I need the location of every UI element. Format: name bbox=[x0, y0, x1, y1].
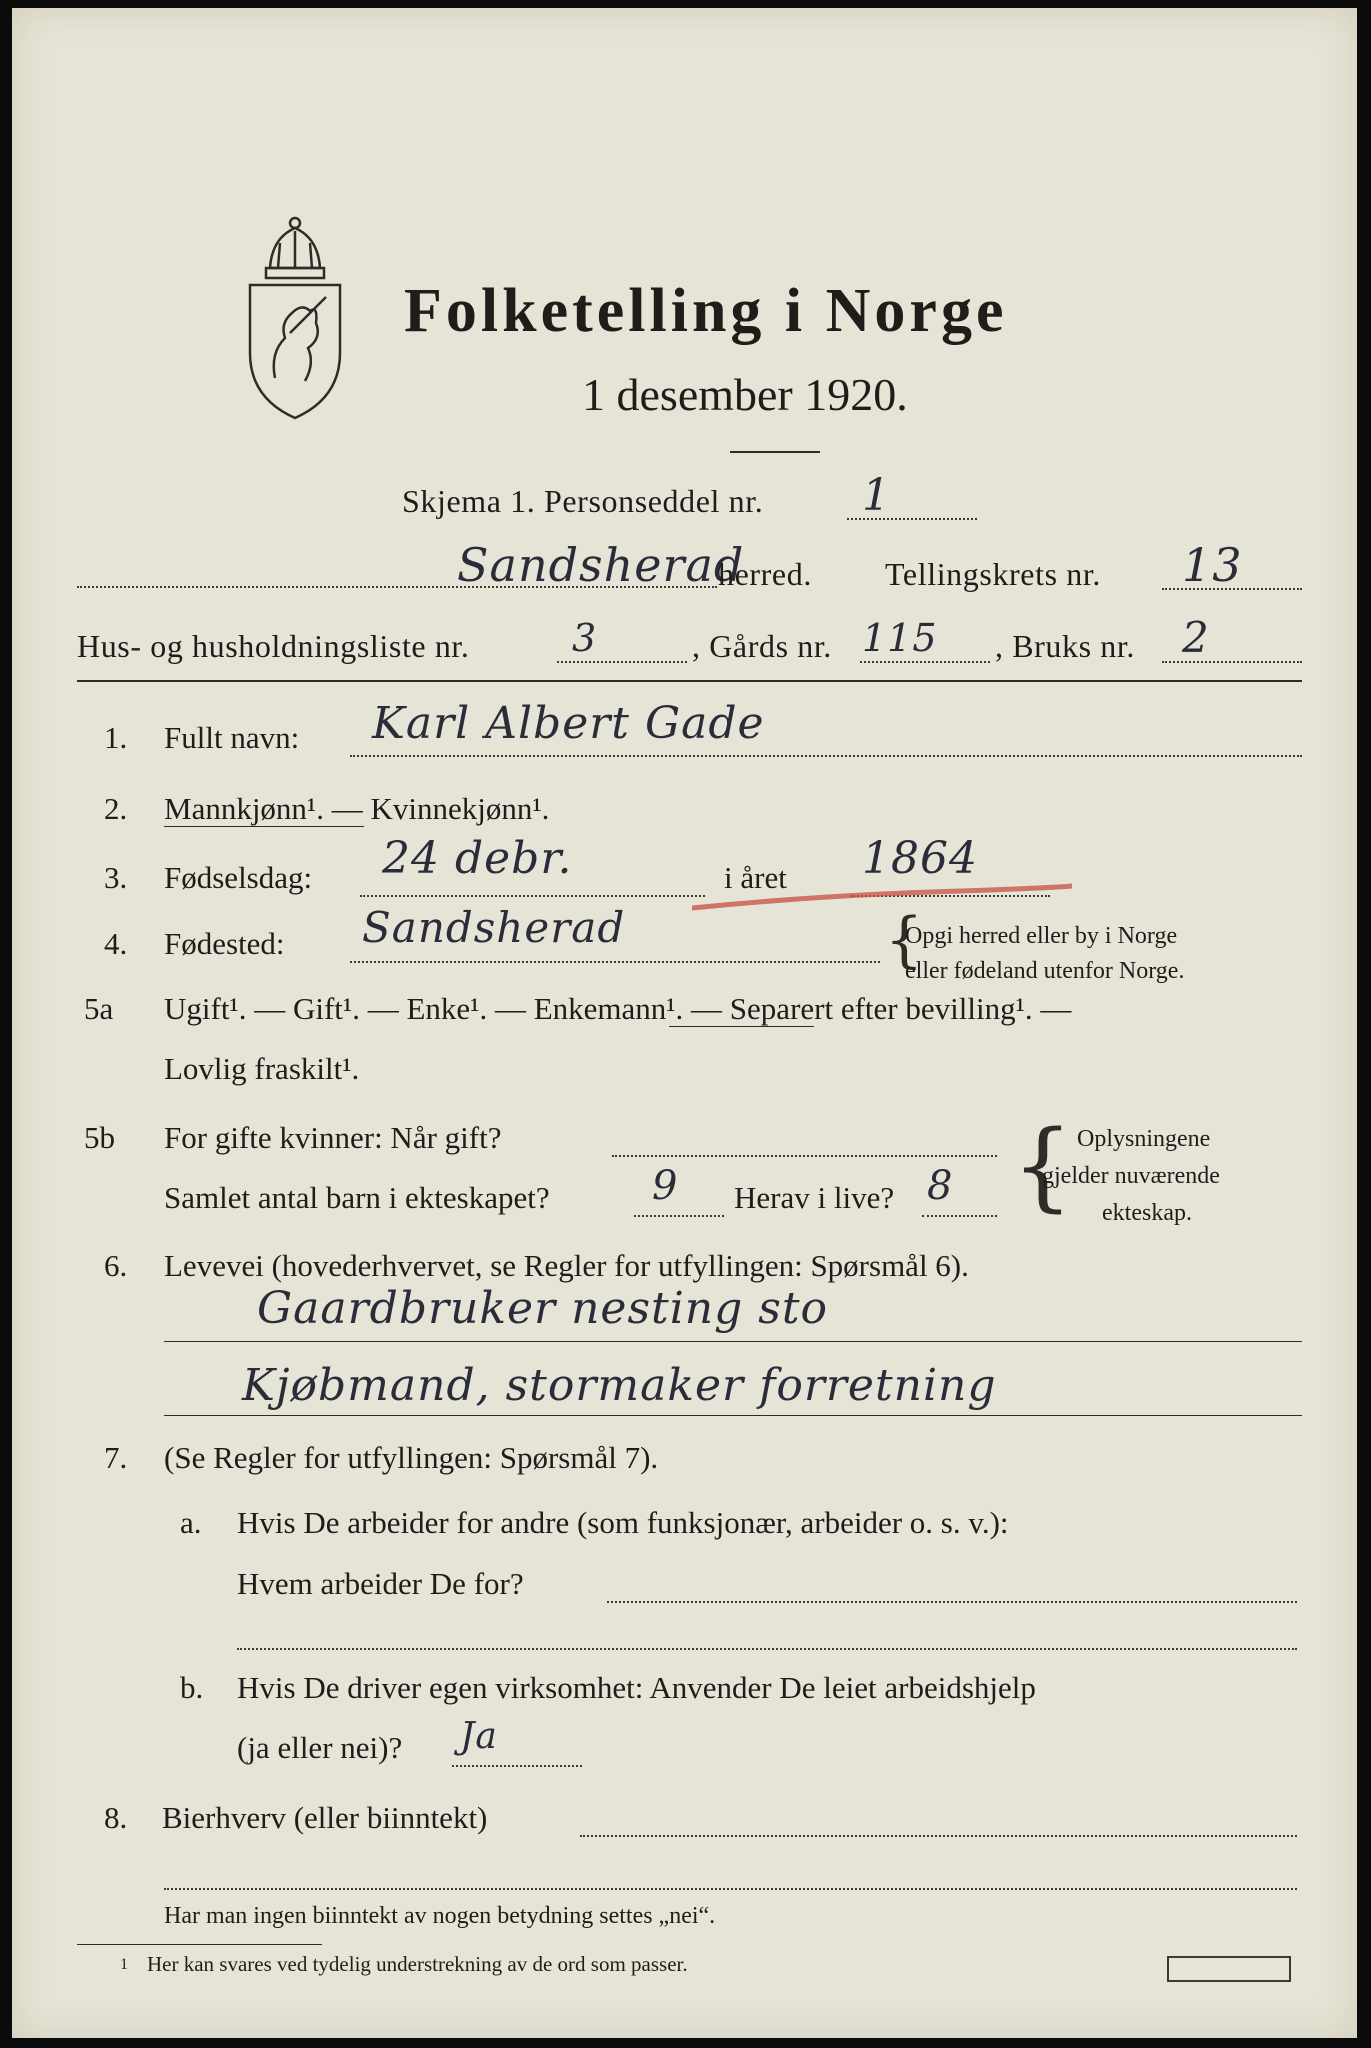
q7b-label-continued: (ja eller nei)? bbox=[237, 1730, 403, 1765]
q7b-label: Hvis De driver egen virksomhet: Anvender De leiet arbeidshjelp bbox=[237, 1670, 1036, 1705]
gards-value: 115 bbox=[862, 616, 938, 660]
printer-stamp bbox=[1167, 1956, 1291, 1982]
q3-number: 3. bbox=[104, 860, 128, 895]
q7b-field-line bbox=[452, 1765, 582, 1767]
q5b-alive-label: Herav i live? bbox=[734, 1180, 895, 1215]
q5b-note-line1: Oplysningene bbox=[1077, 1126, 1211, 1152]
q6-field-line-1 bbox=[164, 1341, 1302, 1342]
q2-label: Mannkjønn¹. — Kvinnekjønn¹. bbox=[164, 791, 550, 826]
red-pencil-stroke bbox=[692, 878, 1072, 918]
title-divider bbox=[730, 451, 820, 453]
coat-of-arms-icon bbox=[230, 213, 360, 423]
q4-label: Fødested: bbox=[164, 926, 285, 961]
gards-label: , Gårds nr. bbox=[692, 628, 832, 664]
q1-number: 1. bbox=[104, 720, 128, 755]
q5b-alive-field-line bbox=[922, 1215, 997, 1217]
q2-number: 2. bbox=[104, 791, 128, 826]
footer-rule bbox=[77, 1944, 322, 1945]
q6-value-line1: Gaardbruker nesting sto bbox=[257, 1283, 829, 1334]
q3-date-field-line bbox=[360, 895, 705, 897]
q5b-alive-value: 8 bbox=[927, 1163, 954, 1209]
q7a-letter: a. bbox=[180, 1505, 202, 1540]
q4-field-line bbox=[350, 961, 880, 963]
bruks-value: 2 bbox=[1182, 613, 1210, 662]
q7b-letter: b. bbox=[180, 1670, 204, 1705]
gards-field-line bbox=[860, 661, 990, 663]
q7a-field-line-2 bbox=[237, 1648, 1297, 1650]
q5b-brace: { bbox=[1012, 1110, 1074, 1222]
q3-year-value: 1864 bbox=[862, 833, 978, 884]
q5a-label: Ugift¹. — Gift¹. — Enke¹. — Enkemann¹. — Separert efter bevilling¹. — bbox=[164, 991, 1072, 1026]
q7-label: (Se Regler for utfyllingen: Spørsmål 7). bbox=[164, 1440, 659, 1475]
q4-value: Sandsherad bbox=[362, 903, 626, 952]
q2-underline-mannkjonn bbox=[164, 826, 364, 827]
q1-field-line bbox=[350, 755, 1302, 757]
q8-number: 8. bbox=[104, 1800, 128, 1835]
husholdningsliste-field-line bbox=[557, 661, 687, 663]
q5b-children-value: 9 bbox=[652, 1163, 679, 1209]
footnote-marker: 1 bbox=[120, 1956, 128, 1973]
q5b-note-line2: gjelder nuværende bbox=[1042, 1163, 1220, 1189]
q8-field-line-2 bbox=[164, 1888, 1297, 1890]
q7-number: 7. bbox=[104, 1440, 128, 1475]
q6-value-line2: Kjøbmand, stormaker forretning bbox=[242, 1360, 997, 1411]
q1-value: Karl Albert Gade bbox=[372, 698, 765, 749]
q6-field-line-2 bbox=[164, 1415, 1302, 1416]
q7a-field-line-1 bbox=[607, 1601, 1297, 1603]
tellingskrets-value: 13 bbox=[1182, 538, 1243, 592]
herred-label: herred. bbox=[718, 556, 812, 592]
footnote-text: Her kan svares ved tydelig understrekning av de ord som passer. bbox=[147, 1952, 688, 1976]
q5b-number: 5b bbox=[84, 1120, 115, 1155]
q6-label: Levevei (hovederhvervet, se Regler for utfyllingen: Spørsmål 6). bbox=[164, 1248, 969, 1283]
q4-note-line1: Opgi herred eller by i Norge bbox=[905, 923, 1178, 949]
q4-note-line2: eller fødeland utenfor Norge. bbox=[905, 958, 1185, 984]
q5a-number: 5a bbox=[84, 991, 114, 1026]
herred-value: Sandsherad bbox=[457, 538, 745, 592]
husholdningsliste-label: Hus- og husholdningsliste nr. bbox=[77, 628, 470, 664]
personseddel-value: 1 bbox=[862, 470, 891, 521]
q5b-married-field-line bbox=[612, 1155, 997, 1157]
form-title: Folketelling i Norge bbox=[404, 277, 1008, 345]
schema-label: Skjema 1. Personseddel nr. bbox=[402, 483, 764, 519]
census-date: 1 desember 1920. bbox=[582, 369, 908, 420]
q5a-underline-enkemann bbox=[669, 1026, 814, 1027]
q5b-label: For gifte kvinner: Når gift? bbox=[164, 1120, 502, 1155]
census-form-page bbox=[12, 8, 1357, 2038]
q8-label: Bierhverv (eller biinntekt) bbox=[162, 1800, 488, 1835]
q4-number: 4. bbox=[104, 926, 128, 961]
q1-label: Fullt navn: bbox=[164, 720, 300, 755]
q5a-label-continued: Lovlig fraskilt¹. bbox=[164, 1051, 360, 1086]
q6-number: 6. bbox=[104, 1248, 128, 1283]
q5b-children-field-line bbox=[634, 1215, 724, 1217]
q3-date-value: 24 debr. bbox=[382, 833, 573, 884]
bruks-label: , Bruks nr. bbox=[995, 628, 1135, 664]
q7a-label: Hvis De arbeider for andre (som funksjonær, arbeider o. s. v.): bbox=[237, 1505, 1009, 1540]
husholdningsliste-value: 3 bbox=[572, 616, 598, 660]
tellingskrets-label: Tellingskrets nr. bbox=[885, 556, 1101, 592]
header-separator bbox=[77, 680, 1302, 682]
q3-label: Fødselsdag: bbox=[164, 860, 313, 895]
q8-field-line-1 bbox=[580, 1835, 1297, 1837]
q4-brace: { bbox=[885, 905, 924, 975]
q5b-note-line3: ekteskap. bbox=[1102, 1200, 1192, 1226]
q7a-label-continued: Hvem arbeider De for? bbox=[237, 1566, 524, 1601]
q5b-children-label: Samlet antal barn i ekteskapet? bbox=[164, 1180, 550, 1215]
q3-year-label: i året bbox=[724, 860, 787, 895]
q8-note: Har man ingen biinntekt av nogen betydning settes „nei“. bbox=[164, 1903, 716, 1929]
q7b-value: Ja bbox=[460, 1716, 498, 1757]
